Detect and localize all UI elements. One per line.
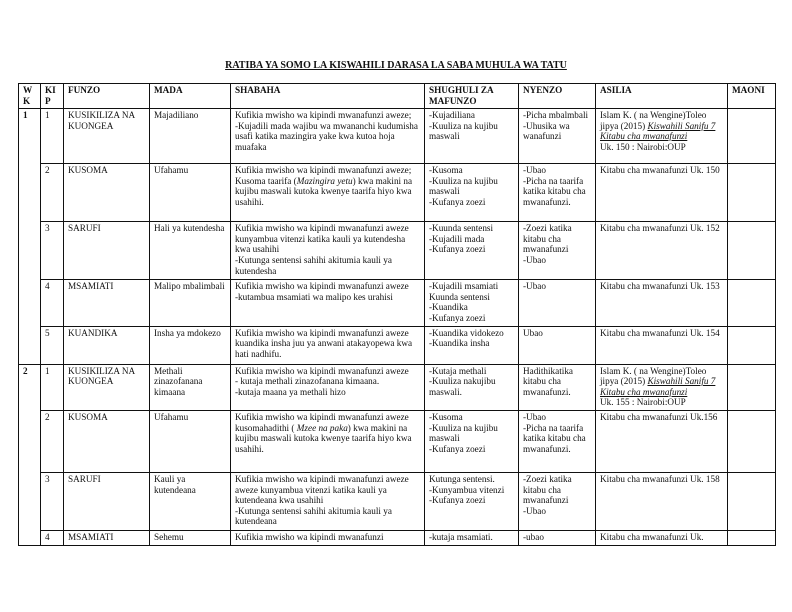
shabaha-text: Kufikia mwisho wa kipindi mwanafunzi aweze; -Kujadili mada wajibu wa mwananchi kudumisha usafi katika mazingira yake kwa kutoa hoja muafaka [235,110,418,152]
asilia-cell [596,280,728,326]
asilia-text: Islam K. ( na Wengine)Toleo jipya (2015) [600,365,707,387]
maoni-cell [728,364,776,410]
header-shughuli: SHUGHULI ZA MAFUNZO [425,84,519,109]
header-kip: KI P [41,84,64,109]
lesson-number: 5 [41,326,64,364]
shabaha-text: Kufikia mwisho wa kipindi mwanafunzi aweze kusomahadithi ( [235,411,409,433]
nyenzo-cell: -Ubao [519,280,596,326]
table-row [19,280,776,326]
shabaha-text: Mazingira yetu [296,175,353,186]
week-number: 2 [19,364,41,545]
lesson-number: 3 [41,472,64,530]
lesson-number: 4 [41,530,64,545]
week-number: 1 [19,109,41,364]
lesson-number: 1 [41,364,64,410]
shabaha-text: Kufikia mwisho wa kipindi mwanafunzi aweze kuandika insha juu ya anwani atakayopewa kwa hati nadhifu. [235,327,413,359]
shabaha-text: Kufikia mwisho wa kipindi mwanafunzi [235,531,384,542]
asilia-cell [596,530,728,545]
mada-cell: Majadiliano [150,109,231,164]
table-row [19,326,776,364]
lesson-number: 2 [41,164,64,222]
mada-cell: Ufahamu [150,410,231,472]
shughuli-cell: -kutaja msamiati. [425,530,519,545]
maoni-cell [728,472,776,530]
shughuli-cell: -Kujadili msamiati Kuunda sentensi -Kuandika -Kufanya zoezi [425,280,519,326]
table-row [19,472,776,530]
asilia-text: Kitabu cha mwanafunzi Uk. 154 [600,327,720,338]
nyenzo-cell: -Ubao -Picha na taarifa katika kitabu cha mwanafunzi. [519,164,596,222]
maoni-cell [728,326,776,364]
document-title: RATIBA YA SOMO LA KISWAHILI DARASA LA SABA MUHULA WA TATU [225,60,567,71]
asilia-text: Uk. 155 : Nairobi:OUP [600,397,686,408]
shabaha-cell [231,222,425,280]
shabaha-cell [231,164,425,222]
shughuli-cell: Kutunga sentensi. -Kunyambua vitenzi -Kufanya zoezi [425,472,519,530]
shabaha-cell [231,364,425,410]
shughuli-cell: -Kuunda sentensi -Kujadili mada -Kufanya zoezi [425,222,519,280]
mada-cell: Ufahamu [150,164,231,222]
maoni-cell [728,109,776,164]
header-row [19,84,776,109]
nyenzo-cell: -ubao [519,530,596,545]
shabaha-text: Kufikia mwisho wa kipindi mwanafunzi aweze - kutaja methali zinazofanana kimaana. -kutaja maana ya methali hizo [235,365,409,397]
maoni-cell [728,164,776,222]
table-row [19,164,776,222]
asilia-text: Kitabu cha mwanafunzi Uk. 152 [600,223,720,234]
funzo-cell: MSAMIATI [64,530,150,545]
lesson-number: 4 [41,280,64,326]
asilia-text: Kitabu cha mwanafunzi Uk. 153 [600,281,720,292]
book-title: Kiswahili Sanifu 7 Kitabu cha mwanafunzi [600,376,716,397]
asilia-cell [596,222,728,280]
shabaha-text: Kufikia mwisho wa kipindi mwanafunzi aweze; Kusoma taarifa ( [235,165,412,186]
mada-cell: Kauli ya kutendeana [150,472,231,530]
asilia-text: Islam K. ( na Wengine)Toleo jipya (2015) [600,110,707,131]
mada-cell: Sehemu [150,530,231,545]
shughuli-cell: -Kusoma -Kuuliza na kujibu maswali -Kufanya zoezi [425,164,519,222]
asilia-text: Kitabu cha mwanafunzi Uk.156 [600,411,718,422]
nyenzo-cell: -Ubao -Picha na taarifa katika kitabu cha mwanafunzi. [519,410,596,472]
table-row [19,530,776,545]
lesson-number: 2 [41,410,64,472]
funzo-cell: KUSIKILIZA NA KUONGEA [64,364,150,410]
shughuli-cell: -Kujadiliana -Kuuliza na kujibu maswali [425,109,519,164]
header-nyenzo: NYENZO [519,84,596,109]
shabaha-text: Kufikia mwisho wa kipindi mwanafunzi aweze aweze kunyambua vitenzi katika kauli ya kutendeana kwa usahihi -Kutunga sentensi sahihi akitumia kauli ya kutendeana [235,473,409,527]
maoni-cell [728,222,776,280]
funzo-cell: SARUFI [64,222,150,280]
asilia-text: Kitabu cha mwanafunzi Uk. 150 [600,165,720,176]
table-row [19,222,776,280]
book-title: Kiswahili Sanifu 7 Kitabu cha mwanafunzi [600,120,716,142]
funzo-cell: KUANDIKA [64,326,150,364]
header-maoni: MAONI [728,84,776,109]
shabaha-text: Kufikia mwisho wa kipindi mwanafunzi aweze kunyambua vitenzi katika kauli ya kutendesha kwa usahihi -Kutunga sentensi sahihi akitumia kauli ya kutendesha [235,223,409,276]
maoni-cell [728,530,776,545]
asilia-text: Kitabu cha mwanafunzi Uk. [600,531,704,542]
table-row [19,410,776,472]
asilia-cell [596,164,728,222]
asilia-cell [596,472,728,530]
shughuli-cell: -Kusoma -Kuuliza na kujibu maswali -Kufanya zoezi [425,410,519,472]
funzo-cell: KUSIKILIZA NA KUONGEA [64,109,150,164]
nyenzo-cell: -Zoezi katika kitabu cha mwanafunzi -Ubao [519,472,596,530]
shughuli-cell: -Kuandika vidokezo -Kuandika insha [425,326,519,364]
funzo-cell: MSAMIATI [64,280,150,326]
shabaha-cell [231,472,425,530]
lesson-number: 1 [41,109,64,164]
shughuli-cell: -Kutaja methali -Kuuliza nakujibu maswali. [425,364,519,410]
nyenzo-cell: Ubao [519,326,596,364]
mada-cell: Insha ya mdokezo [150,326,231,364]
shabaha-text: Mzee na paka [296,422,348,433]
mada-cell: Hali ya kutendesha [150,222,231,280]
funzo-cell: KUSOMA [64,164,150,222]
funzo-cell: SARUFI [64,472,150,530]
header-asilia: ASILIA [596,84,728,109]
nyenzo-cell: -Zoezi katika kitabu cha mwanafunzi -Ubao [519,222,596,280]
shabaha-cell [231,109,425,164]
lesson-number: 3 [41,222,64,280]
shabaha-cell [231,280,425,326]
nyenzo-cell: Hadithikatika kitabu cha mwanafunzi. [519,364,596,410]
nyenzo-cell: -Picha mbalmbali -Uhusika wa wanafunzi [519,109,596,164]
shabaha-cell [231,410,425,472]
asilia-cell [596,326,728,364]
asilia-text: Uk. 150 : Nairobi:OUP [600,141,686,152]
asilia-cell [596,410,728,472]
header-shabaha: SHABAHA [231,84,425,109]
shabaha-text: ) kwa makini na kujibu maswali kutoka kwenye taarifa hiyo kwa usahihi. [235,175,413,207]
table-row [19,364,776,410]
maoni-cell [728,410,776,472]
shabaha-cell [231,326,425,364]
shabaha-text: Kufikia mwisho wa kipindi mwanafunzi aweze -kutambua msamiati wa malipo kes urahisi [235,281,409,302]
header-mada: MADA [150,84,231,109]
table-row [19,109,776,164]
mada-cell: Malipo mbalimbali [150,280,231,326]
asilia-text: Kitabu cha mwanafunzi Uk. 158 [600,473,720,484]
shabaha-text: ) kwa makini na kujibu maswali kutoka kwenye taarifa hiyo kwa usahihi. [235,422,412,454]
maoni-cell [728,280,776,326]
header-funzo: FUNZO [64,84,150,109]
funzo-cell: KUSOMA [64,410,150,472]
mada-cell: Methali zinazofanana kimaana [150,364,231,410]
shabaha-cell [231,530,425,545]
header-wk: W K [19,84,41,109]
asilia-cell [596,109,728,164]
asilia-cell [596,364,728,410]
schedule-table [18,83,776,546]
